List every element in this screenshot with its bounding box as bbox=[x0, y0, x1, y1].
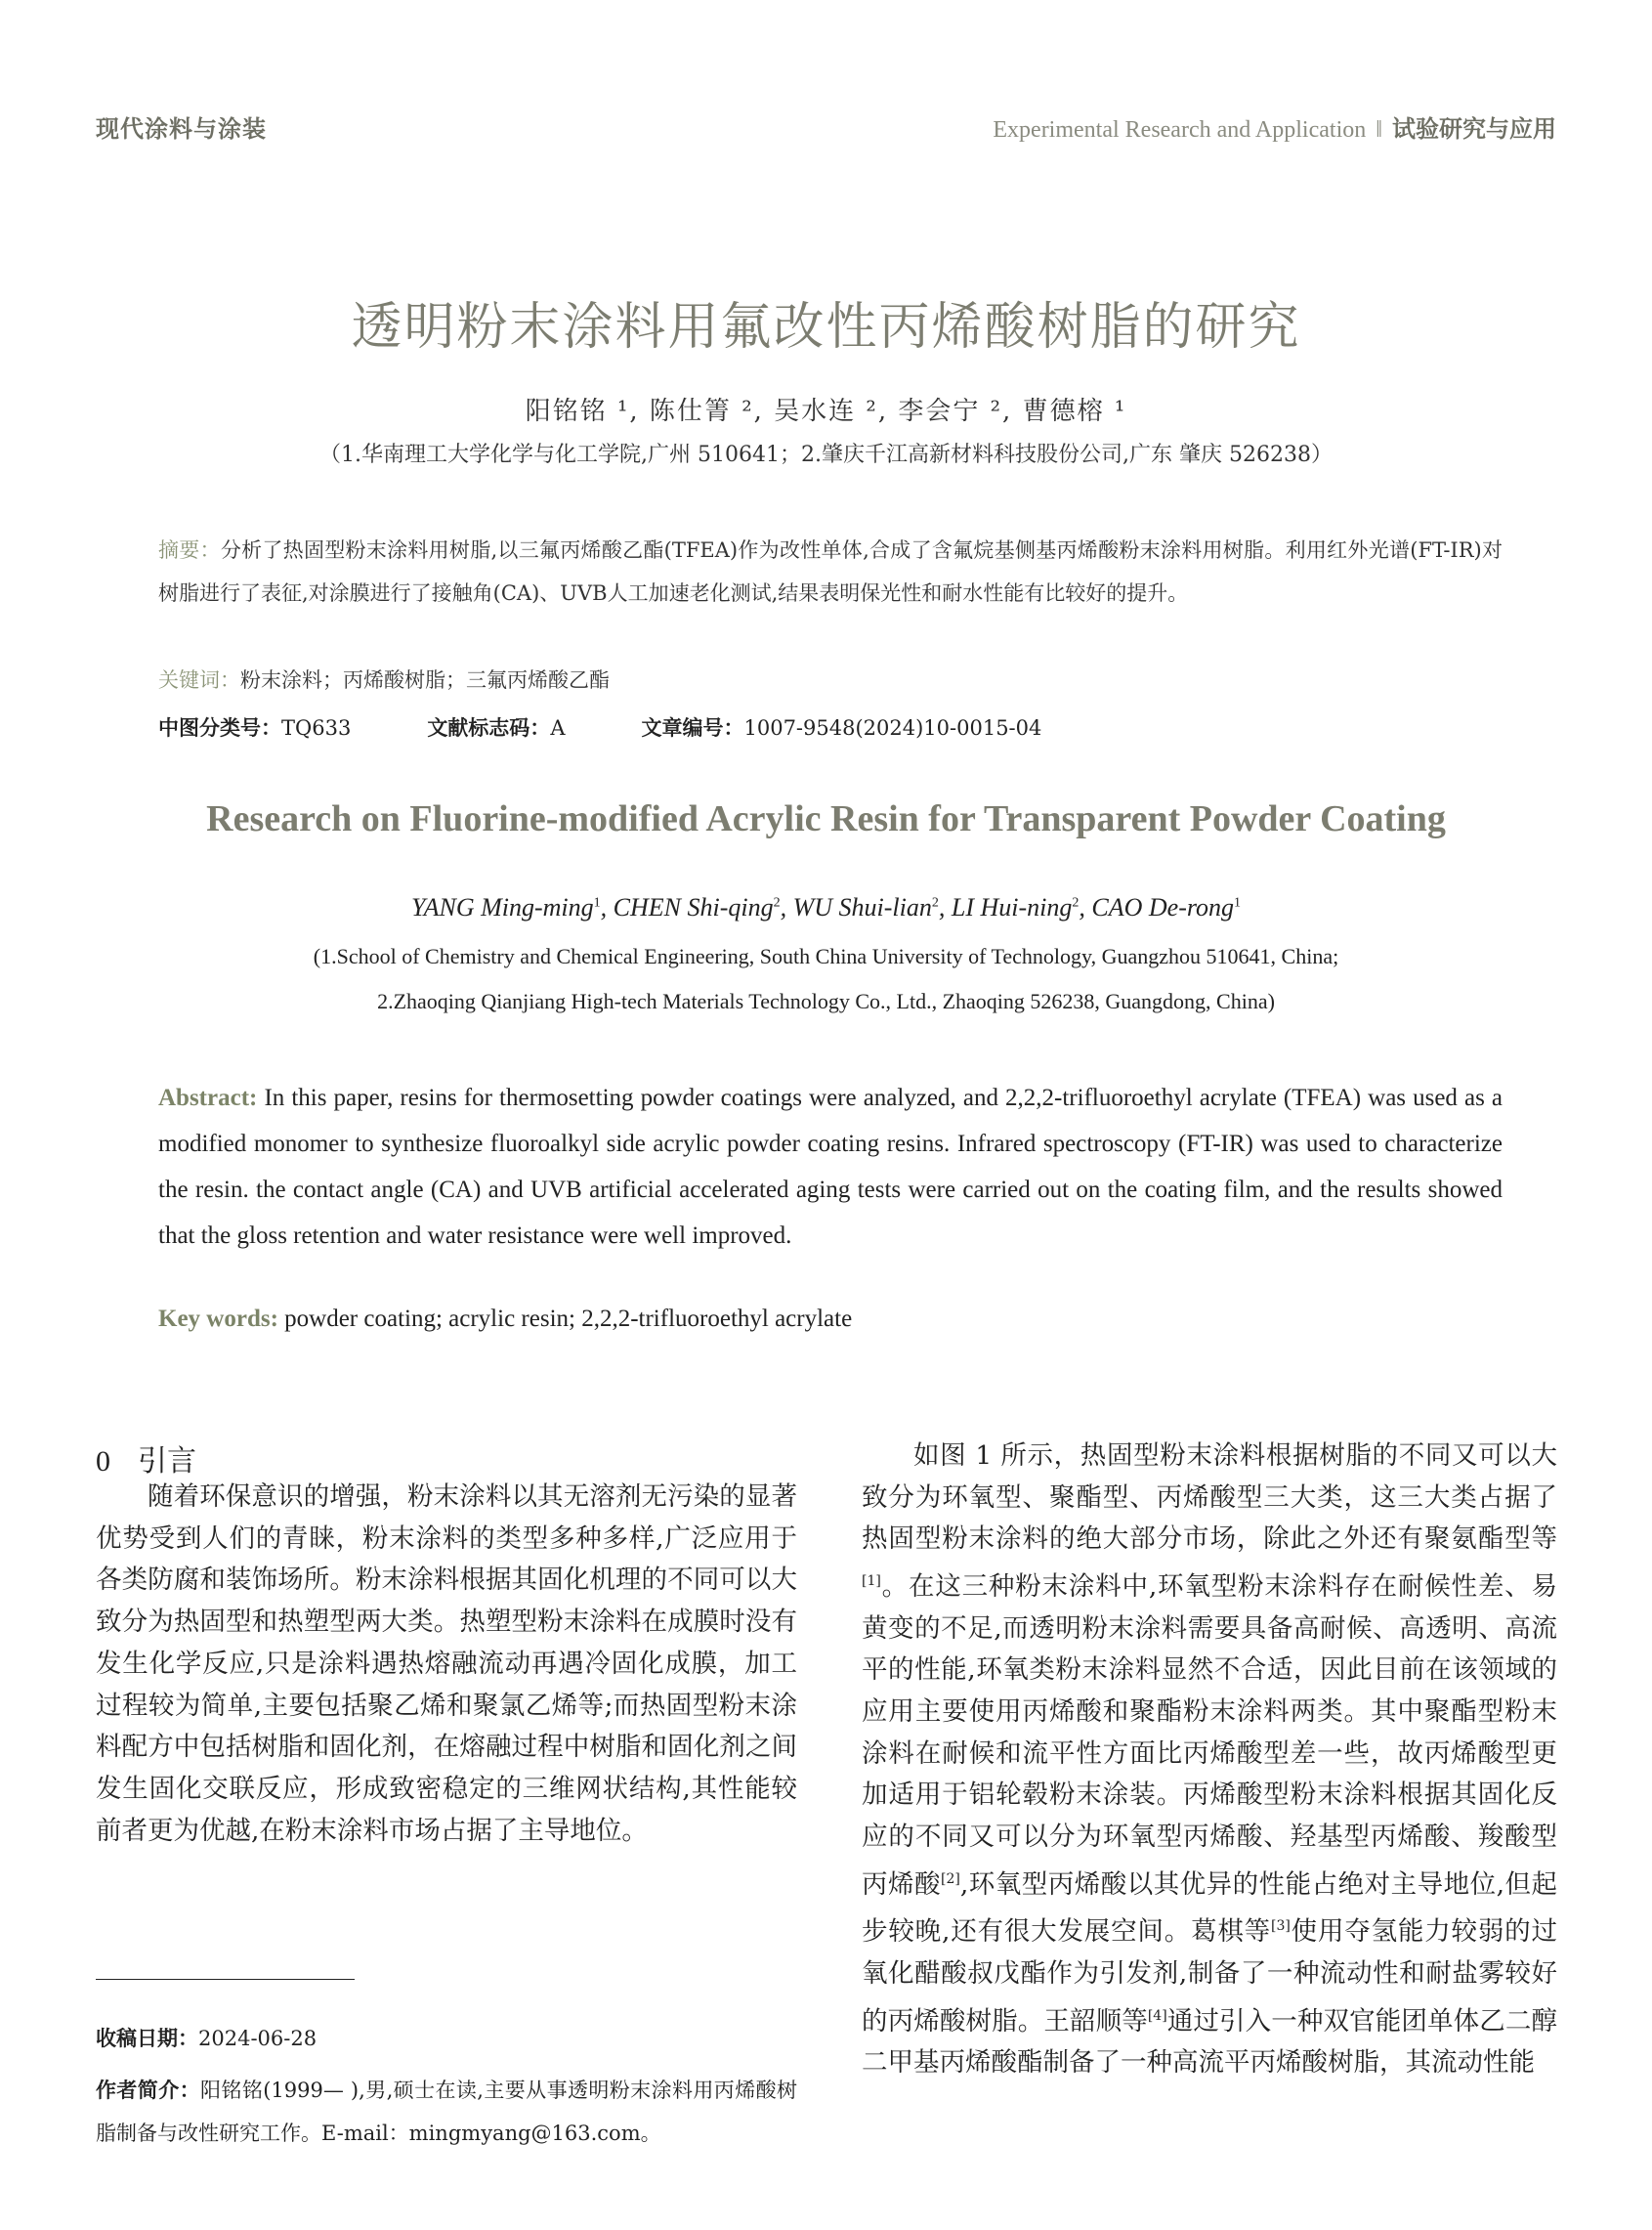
paper-title-cn: 透明粉末涂料用氟改性丙烯酸树脂的研究 bbox=[351, 298, 1301, 357]
author-aff: 2 bbox=[931, 895, 939, 911]
classification-line bbox=[158, 712, 1041, 742]
body-right-column bbox=[862, 1436, 1557, 2084]
abstract-en bbox=[158, 1075, 1503, 1259]
abstract-cn-label: 摘要： bbox=[158, 538, 221, 562]
keywords-cn-text: 粉末涂料；丙烯酸树脂；三氟丙烯酸乙酯 bbox=[240, 668, 610, 692]
keywords-cn-label: 关键词： bbox=[158, 668, 240, 692]
author-aff: 1 bbox=[1234, 895, 1242, 911]
abstract-cn bbox=[158, 529, 1503, 615]
author-aff: 1 bbox=[593, 895, 601, 911]
body-left-column bbox=[96, 1477, 797, 1852]
affiliation-en-2: 2.Zhaoqing Qianjiang High-tech Materials Technology Co., Ltd., Zhaoqing 526238, Guangdong, China) bbox=[377, 989, 1275, 1013]
citation[interactable]: [4] bbox=[1147, 2007, 1167, 2024]
affiliation-cn: （1.华南理工大学化学与化工学院,广州 510641；2.肇庆千江高新材料科技股份公司,广东 肇庆 526238） bbox=[319, 443, 1333, 467]
citation[interactable]: [3] bbox=[1270, 1918, 1291, 1935]
author-sep: , bbox=[1079, 893, 1092, 922]
section-name-cn: 试验研究与应用 bbox=[1392, 115, 1556, 143]
footnote-divider bbox=[96, 1979, 355, 1980]
body-text: 。在这三种粉末涂料中,环氧型粉末涂料存在耐候性差、易黄变的不足,而透明粉末涂料需要具备高耐候、高透明、高流平的性能,环氧类粉末涂料显然不合适，因此目前在该领域的应用主要使用丙烯酸和聚酯粉末涂料两类。其中聚酯型粉末涂料在耐候和流平性方面比丙烯酸型差一些，故丙烯酸型更加适用于铝轮毂粉末涂装。丙烯酸型粉末涂料根据其固化反应的不同又可以分为环氧型丙烯酸、羟基型丙烯酸、羧酸型丙烯酸 bbox=[862, 1570, 1557, 1900]
keywords-en-text: powder coating; acrylic resin; 2,2,2-trifluoroethyl acrylate bbox=[284, 1306, 853, 1332]
keywords-cn bbox=[158, 665, 610, 694]
doc-code-value: A bbox=[550, 716, 566, 740]
author-sep: , bbox=[938, 893, 952, 922]
citation[interactable]: [2] bbox=[940, 1870, 960, 1887]
author-en: WU Shui-lian bbox=[792, 893, 932, 922]
author-en: CAO De-rong bbox=[1091, 893, 1235, 922]
abstract-en-label: Abstract: bbox=[158, 1085, 258, 1111]
author-en: CHEN Shi-qing bbox=[613, 893, 774, 922]
received-value: 2024-06-28 bbox=[198, 2027, 318, 2050]
doc-code-label: 文献标志码： bbox=[427, 716, 551, 740]
received-date bbox=[96, 2023, 797, 2052]
author-aff: 2 bbox=[773, 895, 781, 911]
author-sep: , bbox=[600, 893, 614, 922]
authors-cn: 阳铭铭 ¹, 陈仕箐 ², 吴水连 ², 李会宁 ², 曹德榕 ¹ bbox=[525, 397, 1127, 426]
body-text: 如图 1 所示，热固型粉末涂料根据树脂的不同又可以大致分为环氧型、聚酯型、丙烯酸型三大类，这三大类占据了热固型粉末涂料的绝大部分市场，除此之外还有聚氨酯型等 bbox=[862, 1440, 1557, 1555]
author-bio-label: 作者简介： bbox=[96, 2079, 201, 2102]
citation[interactable]: [1] bbox=[862, 1573, 881, 1590]
author-bio-text: 阳铭铭(1999— ),男,硕士在读,主要从事透明粉末涂料用丙烯酸树脂制备与改性研究工作。E-mail：mingmyang@163.com。 bbox=[96, 2079, 798, 2145]
section-name-en: Experimental Research and Application bbox=[993, 117, 1367, 143]
article-no-value: 1007-9548(2024)10-0015-04 bbox=[743, 716, 1042, 740]
body-paragraph bbox=[862, 1436, 1557, 2084]
abstract-en-text: In this paper, resins for thermosetting powder coatings were analyzed, and 2,2,2-trifluoroethyl acrylate (TFEA) was used as a modified monomer to synthesize fluoroalkyl side acrylic powder coating resins. Infrared spectroscopy (FT-IR) was used to characterize the resin. the contact angle (CA) and UVB artificial accelerated aging tests were carried out on the coating film, and the results showed that the gloss retention and water resistance were well improved. bbox=[158, 1085, 1504, 1249]
author-en: YANG Ming-ming bbox=[410, 893, 594, 922]
section-header bbox=[993, 109, 1556, 144]
section-heading bbox=[96, 1437, 196, 1480]
journal-name: 现代涂料与涂装 bbox=[96, 115, 267, 143]
keywords-en-label: Key words: bbox=[158, 1306, 278, 1332]
authors-en bbox=[0, 893, 1652, 922]
paper-title-en: Research on Fluorine-modified Acrylic Resin for Transparent Powder Coating bbox=[206, 798, 1446, 839]
clc-label: 中图分类号： bbox=[158, 716, 281, 740]
clc-value: TQ633 bbox=[281, 716, 352, 740]
article-no-label: 文章编号： bbox=[641, 716, 744, 740]
section-title: 引言 bbox=[138, 1444, 196, 1479]
section-separator: ‖ bbox=[1376, 117, 1382, 143]
abstract-cn-text: 分析了热固型粉末涂料用树脂,以三氟丙烯酸乙酯(TFEA)作为改性单体,合成了含氟烷基侧基丙烯酸粉末涂料用树脂。利用红外光谱(FT-IR)对树脂进行了表征,对涂膜进行了接触角(CA)、UVB人工加速老化测试,结果表明保光性和耐水性能有比较好的提升。 bbox=[158, 538, 1504, 605]
received-label: 收稿日期： bbox=[96, 2027, 198, 2050]
section-number: 0 bbox=[96, 1445, 110, 1478]
keywords-en bbox=[158, 1306, 852, 1333]
body-text: 使用夺氢能力较弱的过氧化醋酸叔戊酯作为引发剂,制备了一种流动性和耐盐雾较好的丙烯酸树脂。王韶顺等 bbox=[862, 1916, 1557, 2037]
body-text: ,环氧型丙烯酸以其优异的性能占绝对主导地位,但起步较晚,还有很大发展空间。葛棋等 bbox=[862, 1868, 1557, 1948]
author-bio bbox=[96, 2069, 797, 2155]
affiliation-en-1: (1.School of Chemistry and Chemical Engineering, South China University of Technology, Guangzhou 510641, China; bbox=[313, 944, 1339, 968]
body-text: 通过引入一种双官能团单体乙二醇二甲基丙烯酸酯制备了一种高流平丙烯酸树脂，其流动性能 bbox=[862, 2005, 1558, 2079]
intro-paragraph: 随着环保意识的增强，粉末涂料以其无溶剂无污染的显著优势受到人们的青睐，粉末涂料的类型多种多样,广泛应用于各类防腐和装饰场所。粉末涂料根据其固化机理的不同可以大致分为热固型和热塑型两大类。热塑型粉末涂料在成膜时没有发生化学反应,只是涂料遇热熔融流动再遇冷固化成膜，加工过程较为简单,主要包括聚乙烯和聚氯乙烯等;而热固型粉末涂料配方中包括树脂和固化剂，在熔融过程中树脂和固化剂之间发生固化交联反应，形成致密稳定的三维网状结构,其性能较前者更为优越,在粉末涂料市场占据了主导地位。 bbox=[96, 1481, 797, 1846]
author-aff: 2 bbox=[1072, 895, 1080, 911]
author-en: LI Hui-ning bbox=[951, 893, 1073, 922]
author-sep: , bbox=[780, 893, 793, 922]
